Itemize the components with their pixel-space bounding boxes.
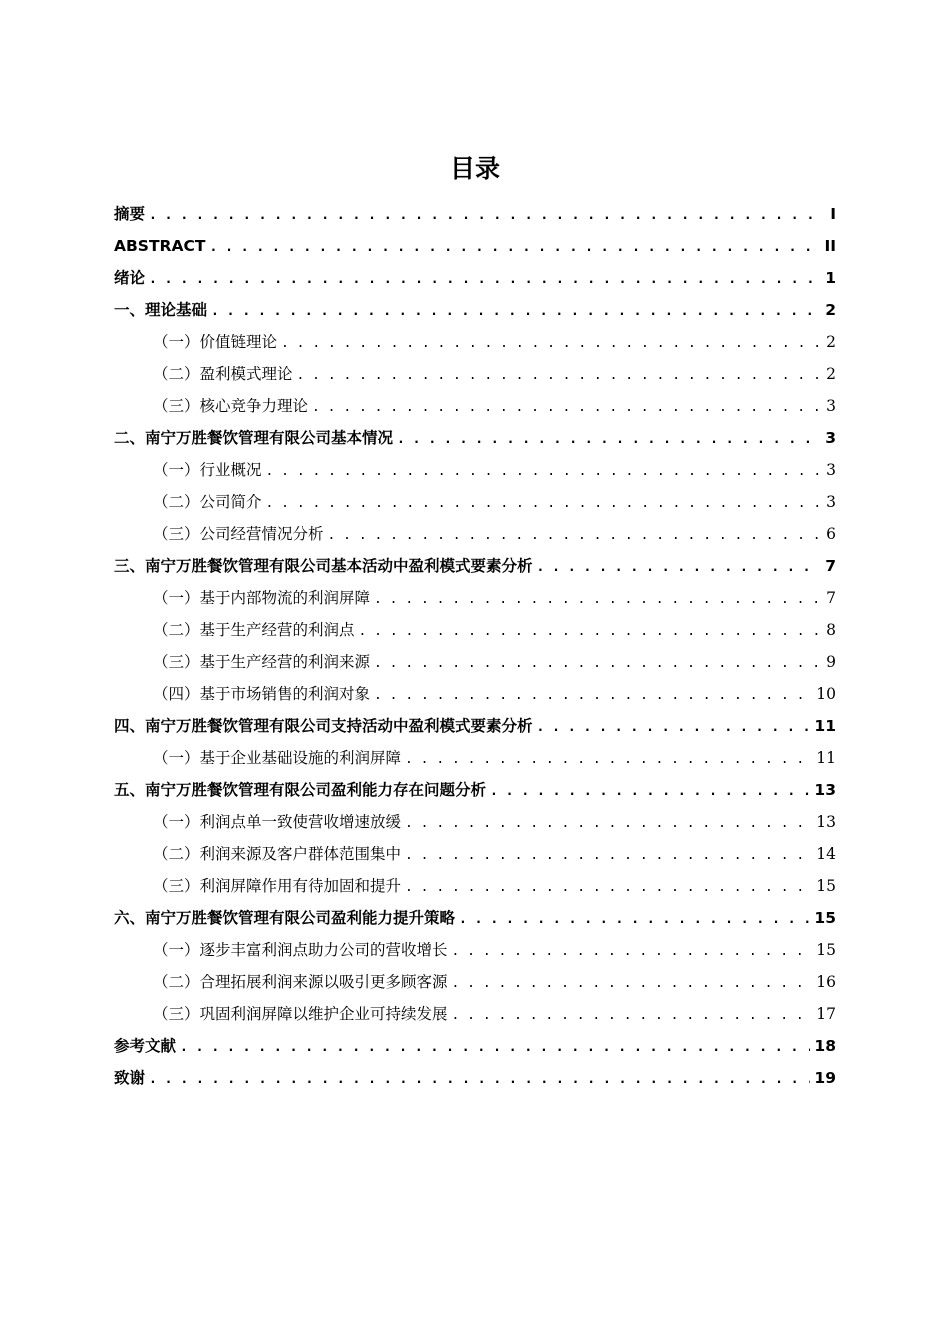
toc-entry[interactable]: [114, 902, 836, 934]
toc-entry-page: 3: [826, 397, 836, 415]
toc-entry[interactable]: [114, 646, 836, 678]
dot-leader: [374, 648, 822, 680]
toc-entry-page: 7: [825, 557, 836, 575]
toc-entry[interactable]: [114, 550, 836, 582]
toc-entry-label: ABSTRACT: [114, 237, 206, 255]
dot-leader: [405, 872, 812, 904]
dot-leader: [281, 328, 822, 360]
toc-entry-page: 10: [816, 685, 836, 703]
toc-entry-page: 2: [826, 365, 836, 383]
toc-entry[interactable]: [114, 198, 836, 230]
toc-entry-label: 五、南宁万胜餐饮管理有限公司盈利能力存在问题分析: [114, 781, 487, 799]
dot-leader: [397, 424, 821, 456]
toc-entry[interactable]: [114, 262, 836, 294]
toc-entry-page: 15: [814, 909, 836, 927]
dot-leader: [149, 200, 822, 232]
toc-entry-page: 13: [816, 813, 836, 831]
toc-entry[interactable]: [114, 486, 836, 518]
dot-leader: [328, 520, 822, 552]
toc-entry-page: 15: [816, 877, 836, 895]
toc-entry-page: 2: [826, 333, 836, 351]
toc-entry[interactable]: [114, 390, 836, 422]
dot-leader: [452, 936, 813, 968]
toc-entry[interactable]: [114, 1030, 836, 1062]
dot-leader: [490, 776, 810, 808]
toc-entry-label: （二）合理拓展利润来源以吸引更多顾客源: [153, 973, 448, 991]
toc-entry-page: 11: [814, 717, 836, 735]
toc-entry[interactable]: [114, 422, 836, 454]
toc-entry-label: （三）利润屏障作用有待加固和提升: [153, 877, 402, 895]
toc-entry[interactable]: [114, 358, 836, 390]
toc-entry-label: 一、理论基础: [114, 301, 208, 319]
page-title: 目录: [449, 154, 500, 183]
table-of-contents: [114, 198, 836, 1094]
toc-entry[interactable]: [114, 326, 836, 358]
toc-entry-label: （三）基于生产经营的利润来源: [153, 653, 371, 671]
toc-entry-page: 13: [814, 781, 836, 799]
toc-entry-label: （四）基于市场销售的利润对象: [153, 685, 371, 703]
toc-entry-label: 摘要: [114, 205, 146, 223]
dot-leader: [374, 680, 812, 712]
dot-leader: [312, 392, 822, 424]
dot-leader: [405, 840, 812, 872]
toc-entry-page: 9: [826, 653, 836, 671]
dot-leader: [149, 1064, 810, 1096]
toc-entry[interactable]: [114, 1062, 836, 1094]
toc-entry-page: 11: [816, 749, 836, 767]
dot-leader: [452, 968, 813, 1000]
toc-entry-label: （二）利润来源及客户群体范围集中: [153, 845, 402, 863]
toc-entry[interactable]: [114, 838, 836, 870]
toc-entry-page: II: [824, 237, 836, 255]
toc-entry-page: 7: [826, 589, 836, 607]
toc-entry-label: 绪论: [114, 269, 146, 287]
toc-entry-page: 17: [816, 1005, 836, 1023]
toc-entry[interactable]: [114, 966, 836, 998]
dot-leader: [359, 616, 822, 648]
toc-entry[interactable]: [114, 998, 836, 1030]
toc-entry[interactable]: [114, 742, 836, 774]
toc-entry-page: 1: [825, 269, 836, 287]
dot-leader: [405, 744, 812, 776]
toc-entry-page: I: [830, 205, 836, 223]
dot-leader: [266, 456, 822, 488]
dot-leader: [405, 808, 812, 840]
toc-entry[interactable]: [114, 582, 836, 614]
toc-entry-page: 3: [825, 429, 836, 447]
toc-entry[interactable]: [114, 614, 836, 646]
toc-entry-page: 19: [814, 1069, 836, 1087]
dot-leader: [149, 264, 821, 296]
dot-leader: [266, 488, 822, 520]
toc-entry-label: 四、南宁万胜餐饮管理有限公司支持活动中盈利模式要素分析: [114, 717, 533, 735]
toc-entry-label: （三）公司经营情况分析: [153, 525, 324, 543]
dot-leader: [297, 360, 822, 392]
toc-entry[interactable]: [114, 294, 836, 326]
toc-entry[interactable]: [114, 518, 836, 550]
toc-entry-page: 2: [825, 301, 836, 319]
toc-entry-page: 3: [826, 493, 836, 511]
dot-leader: [211, 296, 821, 328]
toc-entry-page: 8: [826, 621, 836, 639]
toc-entry[interactable]: [114, 806, 836, 838]
toc-entry-label: （一）逐步丰富利润点助力公司的营收增长: [153, 941, 448, 959]
toc-entry-label: （一）行业概况: [153, 461, 262, 479]
toc-entry[interactable]: [114, 230, 836, 262]
toc-entry[interactable]: [114, 710, 836, 742]
toc-entry-label: （二）公司简介: [153, 493, 262, 511]
toc-entry-label: （三）巩固利润屏障以维护企业可持续发展: [153, 1005, 448, 1023]
toc-entry-label: （一）基于企业基础设施的利润屏障: [153, 749, 402, 767]
toc-entry-page: 14: [816, 845, 836, 863]
toc-entry-label: （一）价值链理论: [153, 333, 278, 351]
toc-entry-page: 6: [826, 525, 836, 543]
toc-entry[interactable]: [114, 454, 836, 486]
dot-leader: [537, 552, 822, 584]
dot-leader: [209, 232, 820, 264]
toc-entry-label: （三）核心竞争力理论: [153, 397, 309, 415]
toc-entry-label: 六、南宁万胜餐饮管理有限公司盈利能力提升策略: [114, 909, 456, 927]
toc-entry-page: 15: [816, 941, 836, 959]
dot-leader: [537, 712, 811, 744]
dot-leader: [452, 1000, 813, 1032]
toc-entry-label: 参考文献: [114, 1037, 177, 1055]
toc-entry-label: 致谢: [114, 1069, 146, 1087]
toc-entry[interactable]: [114, 678, 836, 710]
dot-leader: [180, 1032, 810, 1064]
toc-entry-label: 三、南宁万胜餐饮管理有限公司基本活动中盈利模式要素分析: [114, 557, 533, 575]
toc-entry-label: （二）盈利模式理论: [153, 365, 293, 383]
toc-entry-label: （一）基于内部物流的利润屏障: [153, 589, 371, 607]
toc-entry-label: （二）基于生产经营的利润点: [153, 621, 355, 639]
toc-entry-page: 18: [814, 1037, 836, 1055]
dot-leader: [374, 584, 822, 616]
toc-entry[interactable]: [114, 774, 836, 806]
toc-entry-page: 3: [826, 461, 836, 479]
dot-leader: [459, 904, 810, 936]
toc-entry-page: 16: [816, 973, 836, 991]
toc-entry-label: 二、南宁万胜餐饮管理有限公司基本情况: [114, 429, 394, 447]
toc-entry[interactable]: [114, 934, 836, 966]
toc-entry-label: （一）利润点单一致使营收增速放缓: [153, 813, 402, 831]
toc-entry[interactable]: [114, 870, 836, 902]
